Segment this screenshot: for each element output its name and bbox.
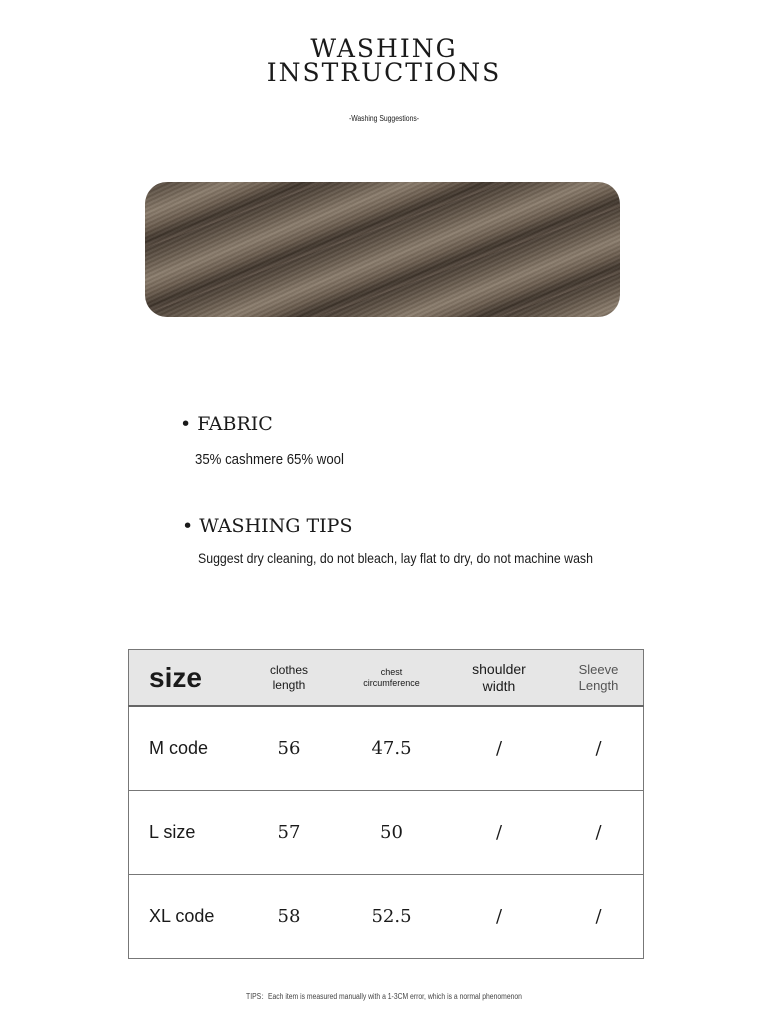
washing-tips-text: Suggest dry cleaning, do not bleach, lay flat to dry, do not machine wash — [198, 550, 593, 566]
fabric-heading: • FABRIC — [180, 413, 273, 435]
washing-tips-heading-text: WASHING TIPS — [199, 515, 353, 537]
shoulder-cell: / — [444, 791, 554, 875]
size-cell: L size — [129, 791, 240, 875]
header-sleeve-length: Sleeve Length — [554, 650, 644, 707]
fabric-heading-text: FABRIC — [197, 413, 273, 435]
chest-cell: 47.5 — [339, 706, 444, 791]
size-cell: M code — [129, 706, 240, 791]
table-header-row — [129, 650, 644, 707]
length-cell: 57 — [239, 791, 339, 875]
sleeve-cell: / — [554, 791, 644, 875]
title-line1: WASHING — [310, 34, 458, 63]
size-cell: XL code — [129, 875, 240, 959]
sleeve-cell: / — [554, 875, 644, 959]
shoulder-cell: / — [444, 706, 554, 791]
size-table — [128, 649, 644, 959]
shoulder-cell: / — [444, 875, 554, 959]
table-row — [129, 791, 644, 875]
length-cell: 56 — [239, 706, 339, 791]
tips-note: TIPS：Each item is measured manually with a 1-3CM error, which is a normal phenomenon — [246, 992, 522, 1001]
header-chest-circumference: chest circumference — [339, 650, 444, 707]
chest-cell: 50 — [339, 791, 444, 875]
table-row — [129, 875, 644, 959]
title-line2: INSTRUCTIONS — [266, 58, 502, 87]
subtitle: -Washing Suggestions- — [348, 114, 420, 123]
table-row — [129, 706, 644, 791]
length-cell: 58 — [239, 875, 339, 959]
chest-cell: 52.5 — [339, 875, 444, 959]
fabric-text: 35% cashmere 65% wool — [195, 451, 344, 468]
washing-tips-heading: • WASHING TIPS — [182, 515, 353, 537]
fabric-knit-photo — [145, 182, 620, 317]
header-size: size — [129, 650, 240, 707]
header-shoulder-width: shoulder width — [444, 650, 554, 707]
header-clothes-length: clothes length — [239, 650, 339, 707]
sleeve-cell: / — [554, 706, 644, 791]
